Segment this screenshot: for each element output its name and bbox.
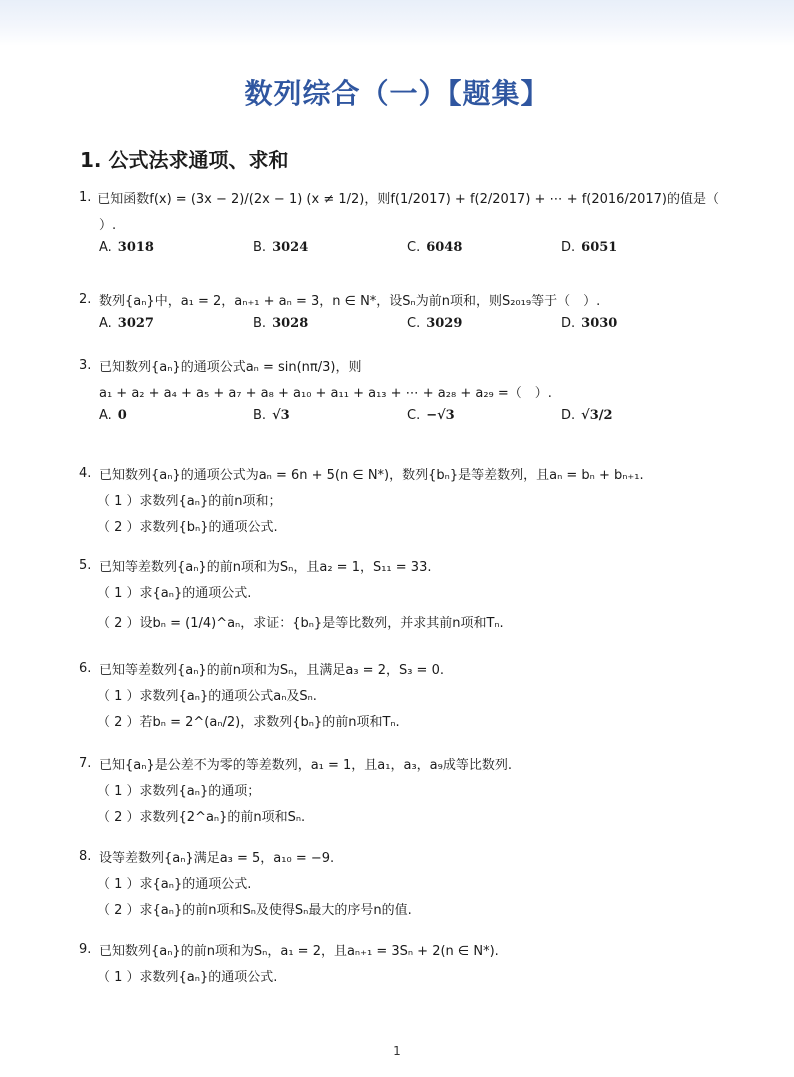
problem-number: 9. (79, 941, 92, 957)
problem-stem (79, 750, 719, 776)
sub-question-2: （ 2 ）求数列{bₙ}的通项公式. (97, 519, 278, 535)
sub-question-1: （ 1 ）求{aₙ}的通项公式. (97, 585, 252, 601)
problem-8 (79, 843, 719, 921)
answer-options (79, 404, 719, 430)
sub-question-2: （ 2 ）设bₙ = (1/4)^aₙ，求证：{bₙ}是等比数列，并求其前n项和Tₙ. (97, 615, 504, 631)
page-title: 数列综合（一）【题集】 (244, 77, 550, 110)
option-c[interactable]: C. 6048 (407, 240, 463, 255)
problem-text: 已知等差数列{aₙ}的前n项和为Sₙ，且a₂ = 1，S₁₁ = 33. (99, 559, 432, 575)
problem-number: 8. (79, 848, 92, 864)
problem-7 (79, 750, 719, 828)
problem-text: 已知数列{aₙ}的通项公式为aₙ = 6n + 5(n ∈ N*)，数列{bₙ}是等差数列，且aₙ = bₙ + bₙ₊₁. (99, 467, 644, 483)
problem-text: 数列{aₙ}中，a₁ = 2，aₙ₊₁ + aₙ = 3，n ∈ N*，设Sₙ为前n项和，则S₂₀₁₉等于（ ）. (99, 293, 601, 309)
problem-6 (79, 655, 719, 733)
problem-number: 2. (79, 291, 92, 307)
problem-2 (79, 286, 719, 338)
option-c[interactable]: C. 3029 (407, 316, 463, 331)
option-b[interactable]: B. √3 (253, 408, 290, 423)
problem-stem (79, 286, 719, 312)
problem-text: 已知数列{aₙ}的前n项和为Sₙ，a₁ = 2，且aₙ₊₁ = 3Sₙ + 2(n ∈ N*). (99, 943, 499, 959)
problem-number: 6. (79, 660, 92, 676)
problem-stem (79, 552, 719, 578)
problem-number: 4. (79, 465, 92, 481)
problem-stem (79, 352, 719, 378)
problem-stem (79, 460, 719, 486)
sub-question-1: （ 1 ）求数列{aₙ}的通项； (97, 783, 261, 799)
option-d[interactable]: D. √3/2 (561, 408, 613, 423)
sub-question-1: （ 1 ）求数列{aₙ}的通项公式. (97, 969, 278, 985)
section-heading: 1. 公式法求通项、求和 (80, 148, 289, 172)
option-b[interactable]: B. 3028 (253, 316, 309, 331)
problem-number: 3. (79, 357, 92, 373)
problem-stem (79, 184, 719, 210)
sub-question-2: （ 2 ）求数列{2^aₙ}的前n项和Sₙ. (97, 809, 306, 825)
problem-number: 7. (79, 755, 92, 771)
sub-question-1: （ 1 ）求数列{aₙ}的通项公式aₙ及Sₙ. (97, 688, 317, 704)
sub-question-2: （ 2 ）若bₙ = 2^(aₙ/2)，求数列{bₙ}的前n项和Tₙ. (97, 714, 400, 730)
problem-text: a₁ + a₂ + a₄ + a₅ + a₇ + a₈ + a₁₀ + a₁₁ + a₁₃ + ⋯ + a₂₈ + a₂₉ =（ ）. (99, 385, 552, 401)
problem-stem (79, 655, 719, 681)
problem-5 (79, 552, 719, 638)
sub-question-2: （ 2 ）求{aₙ}的前n项和Sₙ及使得Sₙ最大的序号n的值. (97, 902, 412, 918)
page-number: 1 (393, 1044, 401, 1058)
problem-9 (79, 936, 719, 988)
option-b[interactable]: B. 3024 (253, 240, 309, 255)
problem-1 (79, 184, 719, 262)
problem-4 (79, 460, 719, 538)
problem-text: 已知{aₙ}是公差不为零的等差数列，a₁ = 1，且a₁，a₃，a₉成等比数列. (99, 757, 512, 773)
answer-options (79, 312, 719, 338)
option-a[interactable]: A. 0 (99, 408, 127, 423)
sub-question-1: （ 1 ）求{aₙ}的通项公式. (97, 876, 252, 892)
problem-number: 1. (79, 189, 92, 205)
option-d[interactable]: D. 3030 (561, 316, 618, 331)
problem-stem (79, 936, 719, 962)
problem-text: 已知等差数列{aₙ}的前n项和为Sₙ，且满足a₃ = 2，S₃ = 0. (99, 662, 444, 678)
problem-text: ）. (99, 217, 117, 233)
problem-text: 已知数列{aₙ}的通项公式aₙ = sin(nπ/3)，则 (99, 359, 362, 375)
sub-question-1: （ 1 ）求数列{aₙ}的前n项和； (97, 493, 282, 509)
problem-3 (79, 352, 719, 430)
problem-text: 已知函数f(x) = (3x − 2)/(2x − 1) (x ≠ 1/2)，则f(1/2017) + f(2/2017) + ⋯ + f(2016/2017)的值是（ (97, 191, 719, 207)
option-a[interactable]: A. 3018 (99, 240, 154, 255)
option-d[interactable]: D. 6051 (561, 240, 618, 255)
problem-text: 设等差数列{aₙ}满足a₃ = 5，a₁₀ = −9. (99, 850, 335, 866)
option-c[interactable]: C. −√3 (407, 408, 455, 423)
problem-stem-continued (79, 378, 719, 404)
problem-stem (79, 843, 719, 869)
problem-stem-continued (79, 210, 719, 236)
problem-number: 5. (79, 557, 92, 573)
answer-options (79, 236, 719, 262)
option-a[interactable]: A. 3027 (99, 316, 154, 331)
